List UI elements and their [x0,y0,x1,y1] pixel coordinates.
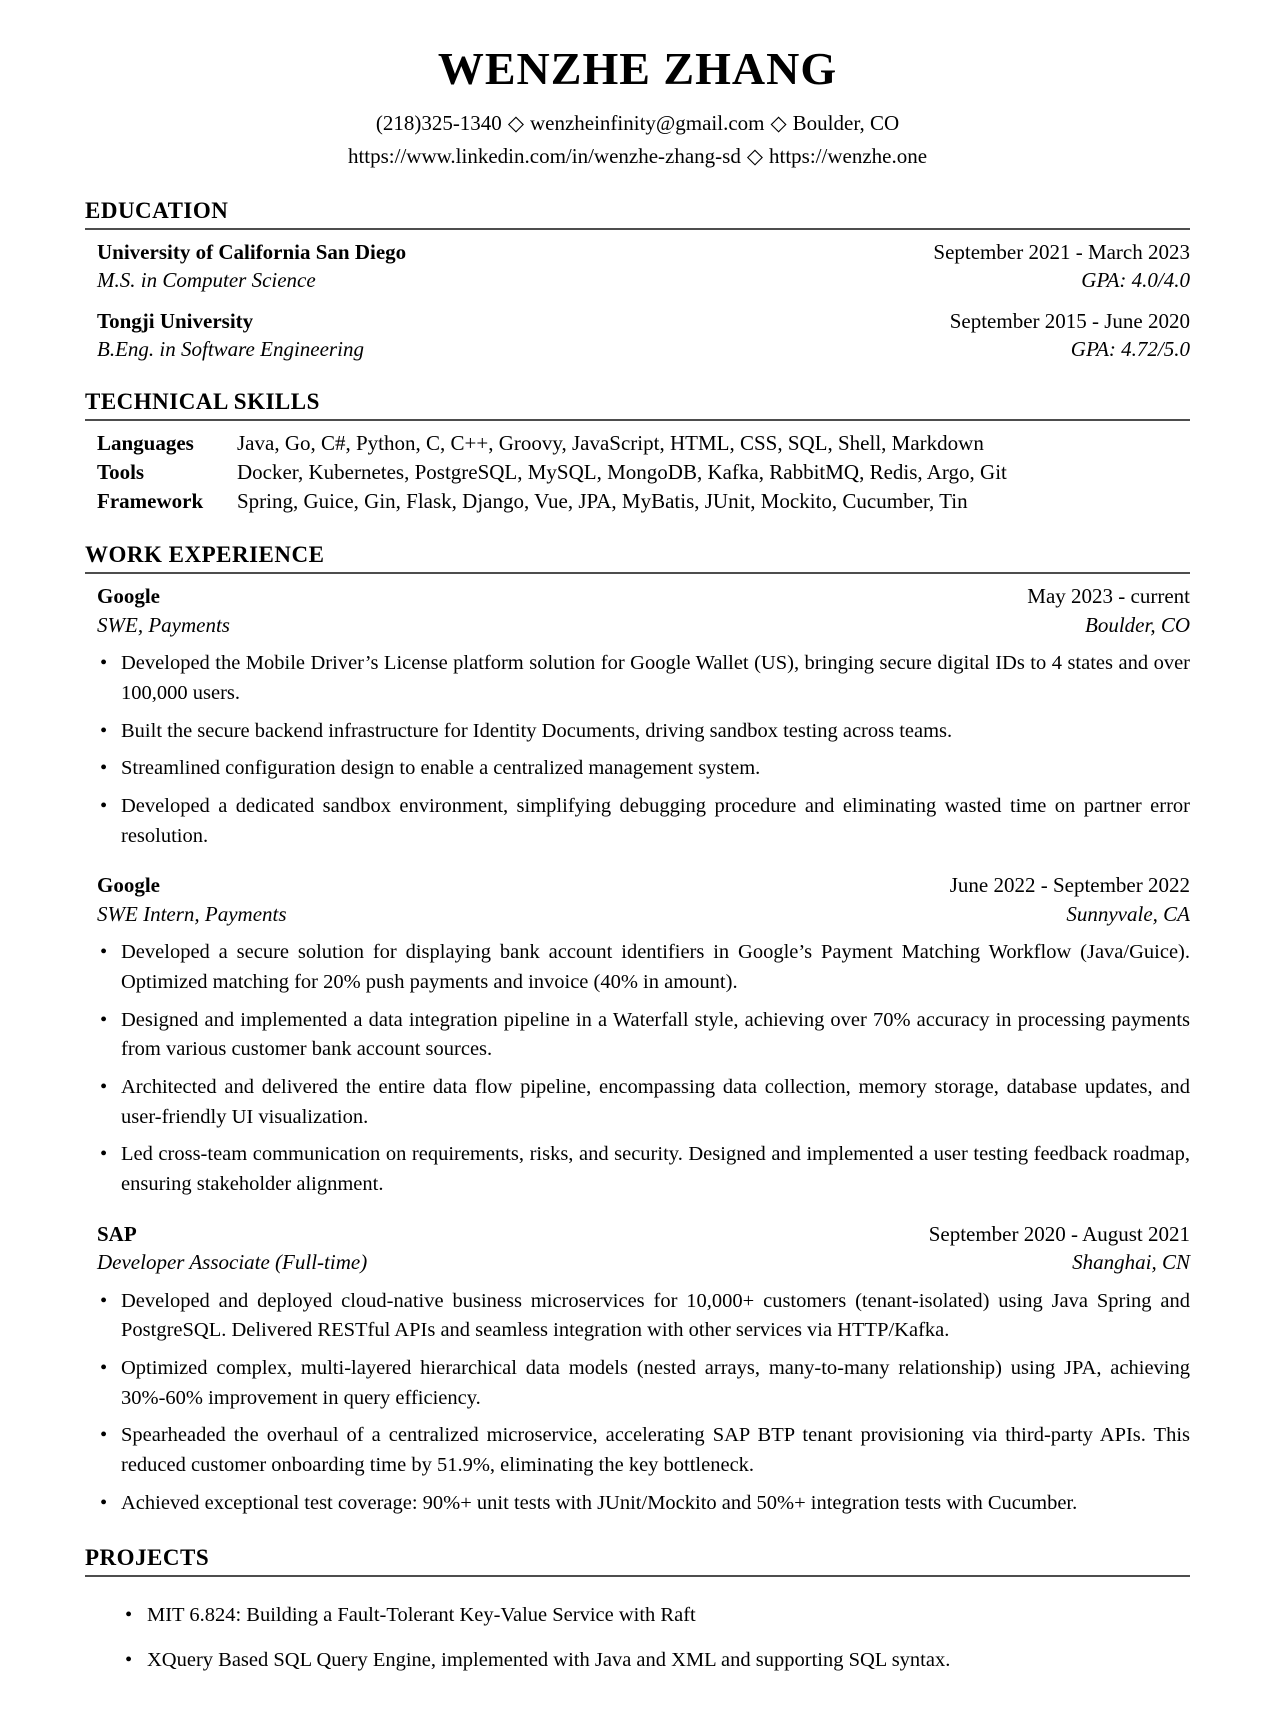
skill-category-label: Tools [97,460,145,485]
skill-list: Docker, Kubernetes, PostgreSQL, MySQL, MongoDB, Kafka, RabbitMQ, Redis, Argo, Git [237,460,1007,485]
section-title-work: WORK EXPERIENCE [85,542,1190,574]
bullet-icon: • [100,1289,108,1312]
gpa-text: GPA: 4.72/5.0 [1070,337,1190,362]
bullet-text: Built the secure backend infrastructure for Identity Documents, driving sandbox testing across teams. [121,719,953,742]
job-location: Boulder, CO [1085,612,1190,637]
bullet-item [97,1489,1190,1519]
education-entry [85,307,1190,364]
bullet-icon: • [125,1649,133,1672]
bullet-list [97,1287,1190,1519]
job-title: SWE Intern, Payments [97,901,287,926]
project-item [85,1601,1190,1631]
work-dates: June 2022 - September 2022 [949,873,1190,898]
project-text: XQuery Based SQL Query Engine, implemented with Java and XML and supporting SQL syntax. [147,1649,951,1672]
bullet-item [97,1421,1190,1480]
diamond-separator: ◇ [507,111,524,135]
skill-category-label: Languages [97,431,194,456]
job-title: SWE, Payments [97,612,230,637]
work-dates: May 2023 - current [1027,584,1190,609]
bullet-icon: • [100,1075,108,1098]
section-title-education: EDUCATION [85,198,1190,230]
linkedin-url: https://www.linkedin.com/in/wenzhe-zhang-sd [347,143,741,168]
skill-row [85,458,1190,487]
phone-number: (218)325-1340 [375,111,502,135]
bullet-list [97,649,1190,851]
bullet-text: Developed the Mobile Driver’s License platform solution for Google Wallet (US), bringing secure digital IDs to 4 states and over 100,000 users. [121,652,1190,704]
bullet-icon: • [100,941,108,964]
bullet-item [97,1140,1190,1199]
bullet-text: Architected and delivered the entire data flow pipeline, encompassing data collection, memory storage, database updates, and user-friendly UI visualization. [121,1075,1190,1128]
bullet-icon: • [100,719,108,742]
bullet-icon: • [100,1491,108,1514]
bullet-icon: • [100,794,108,817]
company-name: SAP [97,1221,137,1246]
institution-name: Tongji University [97,308,254,333]
gpa-text: GPA: 4.0/4.0 [1081,268,1190,293]
bullet-icon: • [100,1356,108,1379]
bullet-text: Optimized complex, multi-layered hierarchical data models (nested arrays, many-to-many relationship) using JPA, achieving 30%-60% improvement in query efficiency. [121,1356,1190,1409]
section-projects [85,1545,1190,1676]
section-education [85,198,1190,363]
company-name: Google [97,873,160,898]
bullet-icon: • [100,1143,108,1166]
education-dates: September 2021 - March 2023 [933,240,1190,265]
bullet-text: Developed a secure solution for displaying bank account identifiers in Google’s Payment Matching Workflow (Java/Guice). Optimized matching for 20% push payments and invoice (40% in amount). [121,941,1190,993]
company-name: Google [97,584,160,609]
job-location: Shanghai, CN [1072,1250,1190,1275]
skill-list: Java, Go, C#, Python, C, C++, Groovy, JavaScript, HTML, CSS, SQL, Shell, Markdown [237,431,984,456]
diamond-separator: ◇ [770,111,787,135]
resume-header [85,42,1190,172]
job-title: Developer Associate (Full-time) [97,1250,368,1275]
project-text: MIT 6.824: Building a Fault-Tolerant Key-Value Service with Raft [147,1603,696,1626]
bullet-item [97,1073,1190,1132]
education-dates: September 2015 - June 2020 [949,308,1190,333]
bullet-item [97,717,1190,747]
website-url: https://wenzhe.one [769,143,928,168]
skill-row [85,429,1190,458]
bullet-icon: • [125,1603,133,1626]
bullet-item [97,1006,1190,1065]
bullet-icon: • [100,652,108,675]
candidate-name: WENZHE ZHANG [437,43,838,94]
section-work-experience [85,542,1190,1518]
bullet-item [97,792,1190,851]
bullet-text: Designed and implemented a data integration pipeline in a Waterfall style, achieving over 70% accuracy in processing payments from various customer bank account sources. [121,1008,1190,1061]
degree-name: B.Eng. in Software Engineering [97,337,364,362]
bullet-item [97,754,1190,784]
contact-line-2 [85,140,1190,173]
location-text: Boulder, CO [792,111,900,135]
skill-category-label: Framework [97,489,204,514]
bullet-item [97,938,1190,997]
bullet-text: Streamlined configuration design to enable a centralized management system. [121,757,761,780]
section-title-projects: PROJECTS [85,1545,1190,1577]
bullet-text: Spearheaded the overhaul of a centralized microservice, accelerating SAP BTP tenant provisioning via third-party APIs. This reduced customer onboarding time by 51.9%, eliminating the key bottleneck. [121,1424,1190,1477]
degree-name: M.S. in Computer Science [97,268,316,293]
skill-list: Spring, Guice, Gin, Flask, Django, Vue, JPA, MyBatis, JUnit, Mockito, Cucumber, Tin [237,489,968,514]
project-item [85,1646,1190,1676]
bullet-icon: • [100,1424,108,1447]
institution-name: University of California San Diego [97,240,407,265]
diamond-separator: ◇ [746,143,763,168]
section-title-skills: TECHNICAL SKILLS [85,389,1190,421]
work-entry [85,1220,1190,1519]
bullet-text: Led cross-team communication on requirements, risks, and security. Designed and implemented a user testing feedback roadmap, ensuring stakeholder alignment. [121,1143,1190,1196]
contact-line-1 [85,107,1190,140]
bullet-item [97,1287,1190,1346]
bullet-list [97,938,1190,1200]
email-address: wenzheinfinity@gmail.com [529,111,765,135]
bullet-item [97,649,1190,708]
bullet-text: Developed a dedicated sandbox environment, simplifying debugging procedure and eliminating wasted time on partner error resolution. [121,794,1190,847]
section-technical-skills [85,389,1190,516]
bullet-icon: • [100,1008,108,1031]
work-entry [85,582,1190,851]
bullet-icon: • [100,757,108,780]
work-dates: September 2020 - August 2021 [928,1221,1190,1246]
bullet-item [97,1354,1190,1413]
job-location: Sunnyvale, CA [1066,901,1190,926]
bullet-text: Achieved exceptional test coverage: 90%+ unit tests with JUnit/Mockito and 50%+ integration tests with Cucumber. [121,1491,1078,1514]
work-entry [85,871,1190,1199]
education-entry [85,238,1190,295]
bullet-text: Developed and deployed cloud-native business microservices for 10,000+ customers (tenant-isolated) using Java Spring and PostgreSQL. Delivered RESTful APIs and seamless integration with other services via HTTP/Kafka. [121,1289,1190,1342]
skill-row [85,487,1190,516]
